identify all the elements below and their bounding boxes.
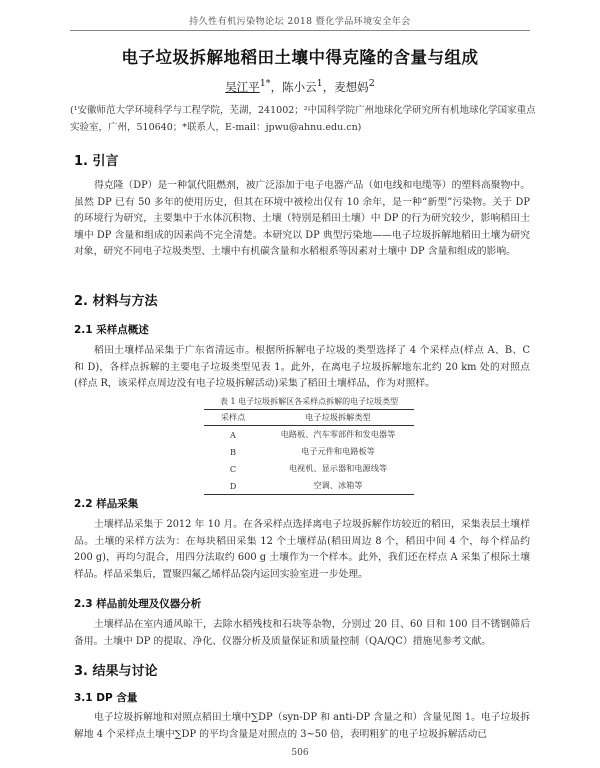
table-cell: C	[229, 463, 237, 474]
table-row	[204, 426, 414, 444]
table-cell: 电子元件和电路板等	[301, 446, 375, 456]
author-name: 吴江平	[225, 79, 260, 94]
author-marker: 2	[368, 78, 375, 89]
paper-title: 电子垃圾拆解地稻田土壤中得克隆的含量与组成	[121, 48, 479, 67]
table-1	[204, 396, 414, 495]
table-row	[204, 460, 414, 477]
author-line	[0, 78, 600, 95]
section-heading: 1. 引言	[74, 154, 119, 169]
affiliation: (¹安徽师范大学环境科学与工程学院，芜湖，241002；²中国科学院广州地球化学研究所有机地球化学国家重点实验室，广州，510640；*联系人，E-mail：jpwu@ahnu.edu.cn)	[70, 105, 536, 133]
subsection-heading: 2.1 采样点概述	[74, 324, 149, 336]
table-row	[204, 443, 414, 460]
body-paragraph: 得克隆（DP）是一种氯代阻燃剂，被广泛添加于电子电器产品（如电线和电缆等）的塑料高聚物中。虽然 DP 已有 50 多年的使用历史，但其在环境中被检出仅有 10 余年，是一种“新型”污染物。关于 DP 的环境行为研究，主要集中于水体沉积物、土壤（特别是稻田土壤）中 DP 的行为研究较少，影响稻田土壤中 DP 含量和组成的因素尚不完全清楚。本研究以 DP 典型污染地——电子垃圾拆解地稻田土壤为研究对象，研究不同电子垃圾类型、土壤中有机碳含量和水稻根系等因素对土壤中 DP 含量和组成的影响。	[74, 180, 530, 257]
body-paragraph: 土壤样品在室内通风晾干，去除水稻残枝和石块等杂物，分别过 20 目、60 目和 100 目不锈钢筛后备用。土壤中 DP 的提取、净化、仪器分析及质量保证和质量控制（QA/QC）措施见参考文献。	[74, 619, 530, 647]
author-name: 麦想妈	[334, 79, 369, 94]
sample-site-table	[204, 409, 414, 495]
column-header: 电子垃圾拆解类型	[262, 410, 414, 426]
table-cell: B	[229, 446, 237, 457]
body-paragraph: 土壤样品采集于 2012 年 10 月。在各采样点选择离电子垃圾拆解作坊较近的稻田，采集表层土壤样品。土壤的采样方法为：在每块稻田采集 12 个土壤样品(稻田周边 8 个，稻田中间 4 个，每个样品约 200 g)，再均匀混合，用四分法取约 600 g 土壤作为一个样本。此外，我们还在样点 A 采集了根际土壤样品。样品采集后，置聚四氟乙烯样品袋内运回实验室进一步处理。	[74, 519, 530, 580]
table-caption: 表 1 电子垃圾拆解区各采样点拆解的电子垃圾类型	[219, 397, 399, 406]
table-header-row	[204, 410, 414, 426]
author-marker: 1	[316, 78, 323, 89]
author-separator: ，	[322, 79, 335, 94]
author-marker: 1*	[259, 78, 271, 89]
table-cell: D	[204, 477, 262, 495]
table-cell: 电视机、显示器和电源线等	[288, 463, 388, 473]
author-separator: ，	[270, 79, 283, 94]
author-name: 陈小云	[282, 79, 317, 94]
header-divider	[70, 30, 530, 31]
subsection-heading: 3.1 DP 含量	[74, 692, 138, 704]
body-paragraph: 稻田土壤样品采集于广东省清远市。根据所拆解电子垃圾的类型选择了 4 个采样点(样点 A、B、C 和 D)，各样点拆解的主要电子垃圾类型见表 1。此外，在离电子垃圾拆解地东北约 20 km 处的对照点(样点 R，该采样点周边没有电子垃圾拆解活动)采集了稻田土壤样品，作为对照样。	[74, 345, 530, 389]
subsection-heading: 2.3 样品前处理及仪器分析	[74, 598, 202, 610]
column-header: 采样点	[204, 410, 262, 426]
subsection-heading: 2.2 样品采集	[74, 498, 139, 510]
body-paragraph: 电子垃圾拆解地和对照点稻田土壤中∑DP（syn-DP 和 anti-DP 含量之和）含量见图 1。电子垃圾拆解地 4 个采样点土壤中∑DP 的平均含量是对照点的 3~50 倍，表明粗犷的电子垃圾拆解活动已	[74, 712, 530, 740]
running-header: 持久性有机污染物论坛 2018 暨化学品环境安全年会	[189, 17, 411, 27]
table-cell: 电路板、汽车零部件和发电器等	[280, 429, 396, 439]
page-number: 506	[291, 748, 309, 758]
section-heading: 3. 结果与讨论	[74, 664, 158, 679]
table-cell: 空调、冰箱等	[262, 477, 414, 495]
table-cell: A	[230, 429, 236, 440]
section-heading: 2. 材料与方法	[74, 294, 158, 309]
table-row	[204, 477, 414, 495]
